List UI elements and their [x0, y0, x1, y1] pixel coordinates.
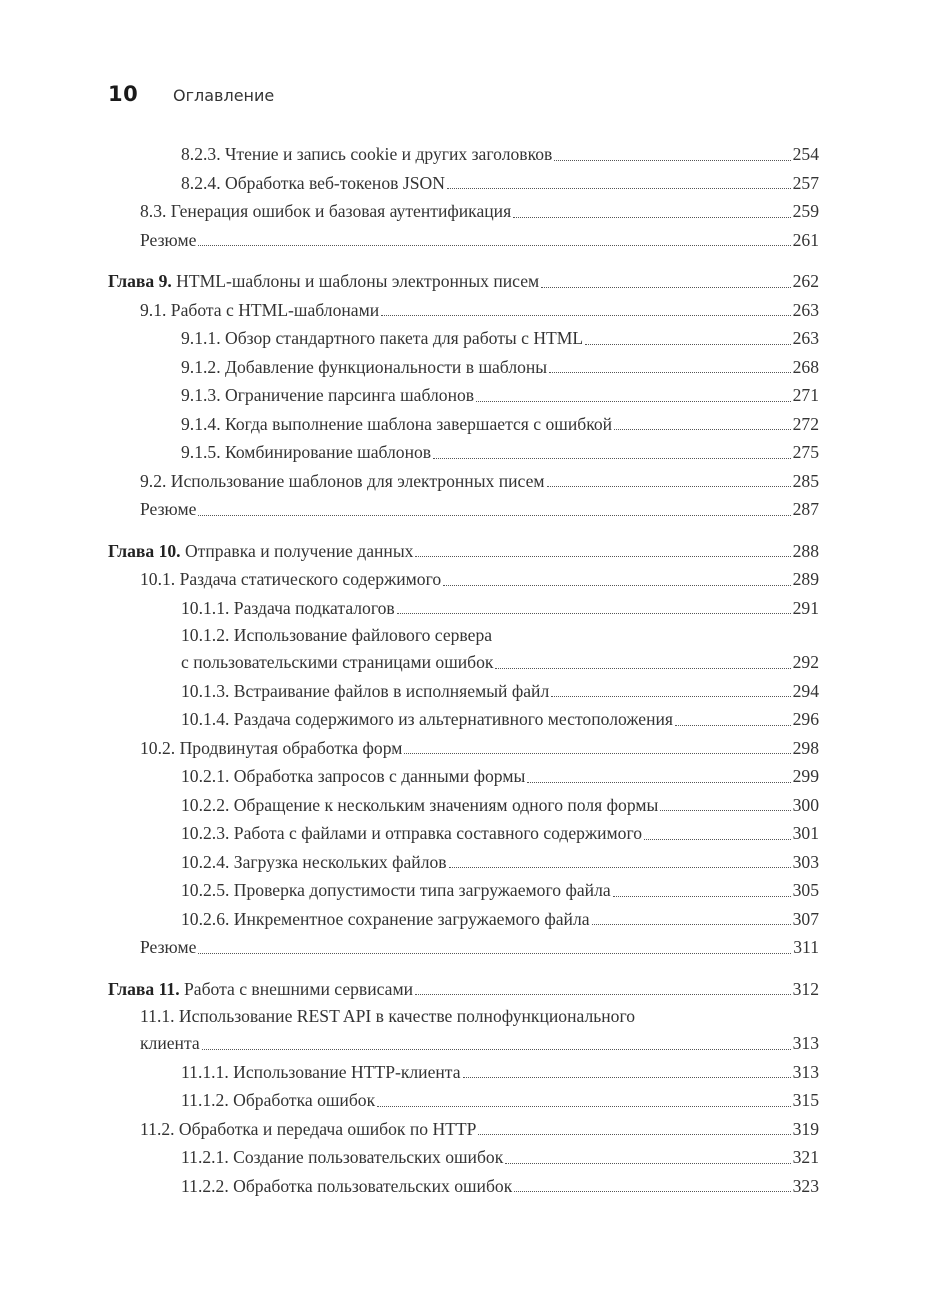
- toc-entry-page: 291: [792, 597, 819, 618]
- toc-entry[interactable]: [108, 353, 819, 382]
- toc-entry[interactable]: [108, 197, 819, 226]
- table-of-contents: [108, 140, 819, 1200]
- toc-entry-page: 275: [792, 442, 819, 462]
- chapter-name: Работа с внешними сервисами: [179, 978, 414, 999]
- toc-entry-title: 10.2. Продвинутая обработка форм: [140, 737, 403, 758]
- toc-entry-page: 305: [792, 880, 819, 900]
- page-header: [108, 82, 274, 112]
- toc-entry[interactable]: [108, 1058, 819, 1087]
- toc-entry-title: 11.1.1. Использование HTTP-клиента: [181, 1061, 461, 1082]
- toc-entry-summary[interactable]: [108, 933, 819, 962]
- dot-leader: [513, 197, 790, 226]
- dot-leader: [549, 353, 790, 382]
- toc-entry-title-continued: клиента: [140, 1033, 200, 1053]
- toc-entry-title: 11.2.2. Обработка пользовательских ошибок: [181, 1175, 513, 1196]
- dot-leader: [433, 438, 790, 467]
- toc-entry-page: 268: [792, 356, 819, 377]
- dot-leader: [198, 226, 790, 255]
- page-number: 10: [108, 82, 139, 106]
- toc-entry-title: 8.2.4. Обработка веб-токенов JSON: [181, 172, 445, 193]
- toc-entry-page: 321: [792, 1147, 819, 1167]
- toc-entry-title: 11.1.2. Обработка ошибок: [181, 1090, 376, 1110]
- toc-entry-page: 313: [792, 1061, 819, 1082]
- dot-leader: [554, 140, 790, 169]
- toc-entry[interactable]: [108, 324, 819, 353]
- toc-entry-page: 311: [793, 937, 819, 957]
- toc-entry-page: 271: [792, 385, 819, 405]
- toc-entry[interactable]: [108, 296, 819, 325]
- toc-entry[interactable]: [108, 848, 819, 877]
- dot-leader: [443, 565, 790, 594]
- toc-entry[interactable]: [108, 594, 819, 623]
- toc-entry-page: 262: [792, 271, 819, 291]
- chapter-label: Глава 9.: [108, 271, 172, 291]
- dot-leader: [476, 381, 791, 410]
- dot-leader: [541, 267, 790, 296]
- toc-entry[interactable]: [108, 762, 819, 791]
- toc-entry-line-1: [140, 1003, 819, 1029]
- chapter-label: Глава 10.: [108, 540, 181, 561]
- dot-leader: [514, 1172, 790, 1201]
- toc-entry-page: 298: [792, 737, 819, 758]
- dot-leader: [675, 705, 791, 734]
- toc-entry-title: 11.2.1. Создание пользовательских ошибок: [181, 1147, 504, 1167]
- toc-entry[interactable]: [108, 1086, 819, 1115]
- toc-entry-title: Резюме: [140, 229, 197, 250]
- toc-entry-page: 292: [792, 652, 819, 672]
- dot-leader: [614, 410, 791, 439]
- toc-entry-page: 307: [792, 908, 819, 929]
- toc-entry-title: 10.2.2. Обращение к нескольким значениям одного поля формы: [181, 794, 659, 815]
- toc-entry-title: 10.2.1. Обработка запросов с данными формы: [181, 766, 526, 786]
- toc-entry[interactable]: [108, 876, 819, 905]
- toc-entry[interactable]: [108, 410, 819, 439]
- dot-leader: [592, 905, 791, 934]
- dot-leader: [660, 791, 790, 820]
- toc-entry-title: 8.3. Генерация ошибок и базовая аутентификация: [140, 201, 512, 221]
- toc-entry-page: 303: [792, 851, 819, 872]
- toc-entry-title: 10.2.4. Загрузка нескольких файлов: [181, 851, 447, 872]
- toc-chapter-title: [108, 975, 413, 1004]
- toc-entry[interactable]: [108, 565, 819, 594]
- toc-entry[interactable]: [108, 438, 819, 467]
- toc-entry-page: 315: [792, 1090, 819, 1110]
- toc-entry-title: 10.1.2. Использование файлового сервера: [181, 625, 493, 645]
- toc-entry-page: 294: [792, 680, 819, 701]
- dot-leader: [381, 296, 790, 325]
- toc-entry-title: 10.1.4. Раздача содержимого из альтернативного местоположения: [181, 709, 673, 729]
- toc-entry-page: 263: [792, 299, 819, 320]
- dot-leader: [447, 169, 791, 198]
- chapter-label: Глава 11.: [108, 978, 180, 999]
- dot-leader: [547, 467, 791, 496]
- toc-entry-line-2: [181, 648, 819, 677]
- toc-entry-title-continued: с пользовательскими страницами ошибок: [181, 652, 494, 672]
- toc-entry-title: Резюме: [140, 937, 197, 957]
- toc-entry-page: 301: [792, 823, 819, 843]
- dot-leader: [505, 1143, 790, 1172]
- toc-chapter-9[interactable]: [108, 267, 819, 296]
- toc-entry-title: 9.1.5. Комбинирование шаблонов: [181, 442, 432, 462]
- toc-entry[interactable]: [108, 622, 819, 677]
- toc-entry[interactable]: [108, 1003, 819, 1058]
- toc-entry-title: 10.1. Раздача статического содержимого: [140, 569, 442, 589]
- toc-entry[interactable]: [108, 791, 819, 820]
- toc-entry-page: 312: [792, 978, 819, 999]
- toc-entry-page: 257: [792, 172, 819, 193]
- dot-leader: [449, 848, 791, 877]
- dot-leader: [377, 1086, 790, 1115]
- chapter-name: HTML-шаблоны и шаблоны электронных писем: [171, 271, 540, 291]
- dot-leader: [613, 876, 791, 905]
- running-title: Оглавление: [173, 86, 275, 105]
- toc-entry-title: 9.1.2. Добавление функциональности в шаблоны: [181, 356, 548, 377]
- toc-entry[interactable]: [108, 677, 819, 706]
- toc-entry-summary[interactable]: [108, 495, 819, 524]
- toc-entry[interactable]: [108, 705, 819, 734]
- toc-entry-title: 10.2.5. Проверка допустимости типа загружаемого файла: [181, 880, 611, 900]
- toc-entry-title: 9.1.4. Когда выполнение шаблона завершается с ошибкой: [181, 413, 613, 434]
- toc-entry-page: 254: [792, 144, 819, 164]
- toc-entry-title: 11.1. Использование REST API в качестве полнофункционального: [140, 1006, 636, 1026]
- toc-entry-title: 8.2.3. Чтение и запись cookie и других заголовков: [181, 144, 553, 164]
- dot-leader: [198, 495, 790, 524]
- toc-entry[interactable]: [108, 819, 819, 848]
- toc-entry-page: 285: [792, 470, 819, 491]
- toc-entry-title: 9.2. Использование шаблонов для электронных писем: [140, 470, 545, 491]
- dot-leader: [527, 762, 790, 791]
- dot-leader: [202, 1029, 791, 1058]
- toc-entry-page: 289: [792, 569, 819, 589]
- toc-entry-page: 319: [792, 1118, 819, 1139]
- toc-chapter-title: [108, 267, 539, 296]
- toc-entry-title: 11.2. Обработка и передача ошибок по HTTP: [140, 1118, 477, 1139]
- toc-entry-summary[interactable]: [108, 226, 819, 255]
- toc-entry-page: 313: [792, 1033, 819, 1053]
- toc-chapter-11[interactable]: [108, 975, 819, 1004]
- toc-entry[interactable]: [108, 140, 819, 169]
- toc-entry-page: 272: [792, 413, 819, 434]
- toc-entry-title: 10.1.3. Встраивание файлов в исполняемый файл: [181, 680, 550, 701]
- dot-leader: [415, 975, 791, 1004]
- dot-leader: [478, 1115, 790, 1144]
- toc-chapter-10[interactable]: [108, 537, 819, 566]
- dot-leader: [644, 819, 791, 848]
- dot-leader: [551, 677, 790, 706]
- toc-chapter-title: [108, 537, 413, 566]
- toc-entry[interactable]: [108, 1143, 819, 1172]
- toc-entry-title: 10.2.3. Работа с файлами и отправка составного содержимого: [181, 823, 643, 843]
- chapter-name: Отправка и получение данных: [180, 540, 414, 561]
- toc-entry-title: Резюме: [140, 499, 197, 519]
- toc-entry-line-1: [181, 622, 819, 648]
- toc-entry-page: 299: [792, 766, 819, 786]
- toc-entry[interactable]: [108, 905, 819, 934]
- toc-entry[interactable]: [108, 169, 819, 198]
- toc-entry-page: 261: [792, 229, 819, 250]
- toc-entry-page: 287: [792, 499, 819, 519]
- toc-entry-page: 288: [792, 540, 819, 561]
- toc-entry-title: 9.1. Работа с HTML-шаблонами: [140, 299, 380, 320]
- dot-leader: [415, 537, 790, 566]
- dot-leader: [495, 648, 790, 677]
- toc-entry-title: 10.1.1. Раздача подкаталогов: [181, 597, 395, 618]
- toc-entry-page: 323: [792, 1175, 819, 1196]
- toc-entry-page: 300: [792, 794, 819, 815]
- toc-entry[interactable]: [108, 467, 819, 496]
- toc-entry-page: 263: [792, 328, 819, 348]
- toc-entry[interactable]: [108, 1115, 819, 1144]
- toc-entry[interactable]: [108, 734, 819, 763]
- toc-entry-line-2: [140, 1029, 819, 1058]
- toc-entry[interactable]: [108, 381, 819, 410]
- dot-leader: [198, 933, 791, 962]
- dot-leader: [397, 594, 791, 623]
- toc-entry-page: 259: [792, 201, 819, 221]
- toc-entry-page: 296: [792, 709, 819, 729]
- toc-entry-title: 9.1.1. Обзор стандартного пакета для работы с HTML: [181, 328, 584, 348]
- dot-leader: [585, 324, 790, 353]
- dot-leader: [404, 734, 790, 763]
- toc-entry-title: 9.1.3. Ограничение парсинга шаблонов: [181, 385, 475, 405]
- toc-entry[interactable]: [108, 1172, 819, 1201]
- toc-entry-title: 10.2.6. Инкрементное сохранение загружаемого файла: [181, 908, 590, 929]
- dot-leader: [463, 1058, 791, 1087]
